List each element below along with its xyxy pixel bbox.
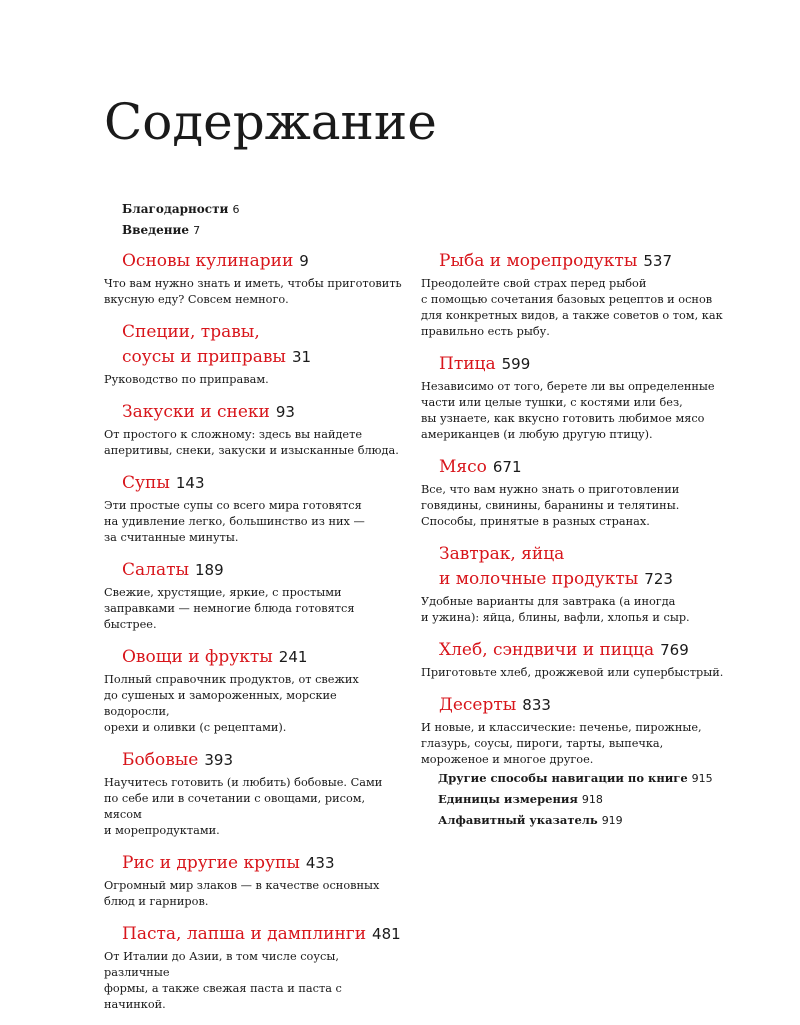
front-matter-item[interactable] bbox=[122, 220, 239, 241]
section-description: Удобные варианты для завтрака (а иногда и ужина): яйца, блины, вафли, хлопья и сыр. bbox=[421, 595, 690, 624]
section-description: От простого к сложному: здесь вы найдете аперитивы, снеки, закуски и изысканные блюда. bbox=[104, 428, 399, 457]
section-description: Огромный мир злаков — в качестве основных блюд и гарниров. bbox=[104, 879, 380, 908]
section-description: И новые, и классические: печенье, пирожные, глазурь, соусы, пироги, тарты, выпечка, мороженое и многое другое. bbox=[421, 721, 702, 766]
section-title: Рис и другие крупы bbox=[122, 853, 300, 873]
right-column bbox=[421, 249, 731, 780]
section-page: 93 bbox=[275, 403, 295, 421]
toc-section-breakfast[interactable] bbox=[421, 542, 731, 626]
toc-section-desserts[interactable] bbox=[421, 693, 731, 768]
toc-section-snacks[interactable] bbox=[104, 400, 404, 459]
section-page: 9 bbox=[299, 252, 309, 270]
section-title: Завтрак, яйца и молочные продукты bbox=[439, 544, 639, 589]
back-matter-page: 919 bbox=[601, 814, 623, 827]
section-title: Мясо bbox=[439, 457, 487, 477]
toc-section-legumes[interactable] bbox=[104, 748, 404, 839]
back-matter-page: 915 bbox=[691, 772, 713, 785]
back-matter-name: Единицы измерения bbox=[438, 792, 578, 806]
section-page: 481 bbox=[372, 925, 401, 943]
page-title: Содержание bbox=[104, 93, 437, 151]
section-title: Птица bbox=[439, 354, 496, 374]
section-page: 833 bbox=[522, 696, 551, 714]
section-description: Что вам нужно знать и иметь, чтобы приготовить вкусную еду? Совсем немного. bbox=[104, 277, 402, 306]
back-matter-item[interactable] bbox=[438, 810, 713, 831]
toc-section-meat[interactable] bbox=[421, 455, 731, 530]
section-page: 537 bbox=[643, 252, 672, 270]
section-description: Руководство по приправам. bbox=[104, 373, 269, 386]
section-page: 393 bbox=[204, 751, 233, 769]
toc-section-salads[interactable] bbox=[104, 558, 404, 633]
section-title: Овощи и фрукты bbox=[122, 647, 273, 667]
left-column bbox=[104, 249, 404, 1025]
section-title: Бобовые bbox=[122, 750, 199, 770]
front-matter-list bbox=[122, 199, 239, 241]
back-matter-item[interactable] bbox=[438, 768, 713, 789]
toc-section-soups[interactable] bbox=[104, 471, 404, 546]
back-matter-page: 918 bbox=[581, 793, 603, 806]
front-matter-page: 6 bbox=[232, 203, 240, 216]
section-page: 599 bbox=[501, 355, 531, 373]
section-title: Специи, травы, соусы и приправы bbox=[122, 322, 286, 367]
toc-section-vegetables[interactable] bbox=[104, 645, 404, 736]
section-page: 31 bbox=[291, 348, 312, 366]
front-matter-name: Благодарности bbox=[122, 202, 229, 216]
section-description: Все, что вам нужно знать о приготовлении говядины, свинины, баранины и телятины. Способы, принятые в разных странах. bbox=[421, 483, 680, 528]
section-page: 671 bbox=[492, 458, 522, 476]
section-description: Полный справочник продуктов, от свежих до сушеных и замороженных, морские водоросли, орехи и оливки (с рецептами). bbox=[104, 673, 359, 734]
section-title: Паста, лапша и дамплинги bbox=[122, 924, 367, 944]
section-page: 433 bbox=[305, 854, 335, 872]
front-matter-name: Введение bbox=[122, 223, 190, 237]
section-page: 143 bbox=[175, 474, 205, 492]
toc-section-cooking-basics[interactable] bbox=[104, 249, 404, 308]
section-title: Основы кулинарии bbox=[122, 251, 294, 271]
section-title: Хлеб, сэндвичи и пицца bbox=[439, 640, 655, 660]
front-matter-item[interactable] bbox=[122, 199, 239, 220]
toc-section-poultry[interactable] bbox=[421, 352, 731, 443]
back-matter-list bbox=[438, 768, 713, 831]
section-title: Десерты bbox=[439, 695, 517, 715]
toc-section-grains[interactable] bbox=[104, 851, 404, 910]
section-description: Свежие, хрустящие, яркие, с простыми заправками — немногие блюда готовятся быстрее. bbox=[104, 586, 355, 631]
section-description: От Италии до Азии, в том числе соусы, различные формы, а также свежая паста и паста с начинкой. bbox=[104, 950, 342, 1011]
section-description: Независимо от того, берете ли вы определенные части или целые тушки, с костями или без, вы узнаете, как вкусно готовить любимое мясо американцев (и любую другую птицу). bbox=[421, 380, 715, 441]
section-page: 723 bbox=[644, 570, 673, 588]
toc-section-spices[interactable] bbox=[104, 320, 404, 388]
section-page: 189 bbox=[195, 561, 224, 579]
section-title: Закуски и снеки bbox=[122, 402, 270, 422]
section-title: Салаты bbox=[122, 560, 190, 580]
section-description: Научитесь готовить (и любить) бобовые. Сами по себе или в сочетании с овощами, рисом, мясом и морепродуктами. bbox=[104, 776, 383, 837]
back-matter-name: Алфавитный указатель bbox=[438, 813, 598, 827]
section-title: Супы bbox=[122, 473, 170, 493]
section-page: 769 bbox=[660, 641, 689, 659]
section-description: Приготовьте хлеб, дрожжевой или супербыстрый. bbox=[421, 666, 724, 679]
toc-section-fish[interactable] bbox=[421, 249, 731, 340]
front-matter-page: 7 bbox=[193, 224, 201, 237]
section-title: Рыба и морепродукты bbox=[439, 251, 638, 271]
back-matter-name: Другие способы навигации по книге bbox=[438, 771, 688, 785]
section-description: Эти простые супы со всего мира готовятся на удивление легко, большинство из них — за считанные минуты. bbox=[104, 499, 365, 544]
back-matter-item[interactable] bbox=[438, 789, 713, 810]
section-page: 241 bbox=[278, 648, 308, 666]
toc-section-pasta[interactable] bbox=[104, 922, 404, 1013]
toc-section-bread[interactable] bbox=[421, 638, 731, 681]
section-description: Преодолейте свой страх перед рыбой с помощью сочетания базовых рецептов и основ для конкретных видов, а также советов о том, как правильно есть рыбу. bbox=[421, 277, 723, 338]
